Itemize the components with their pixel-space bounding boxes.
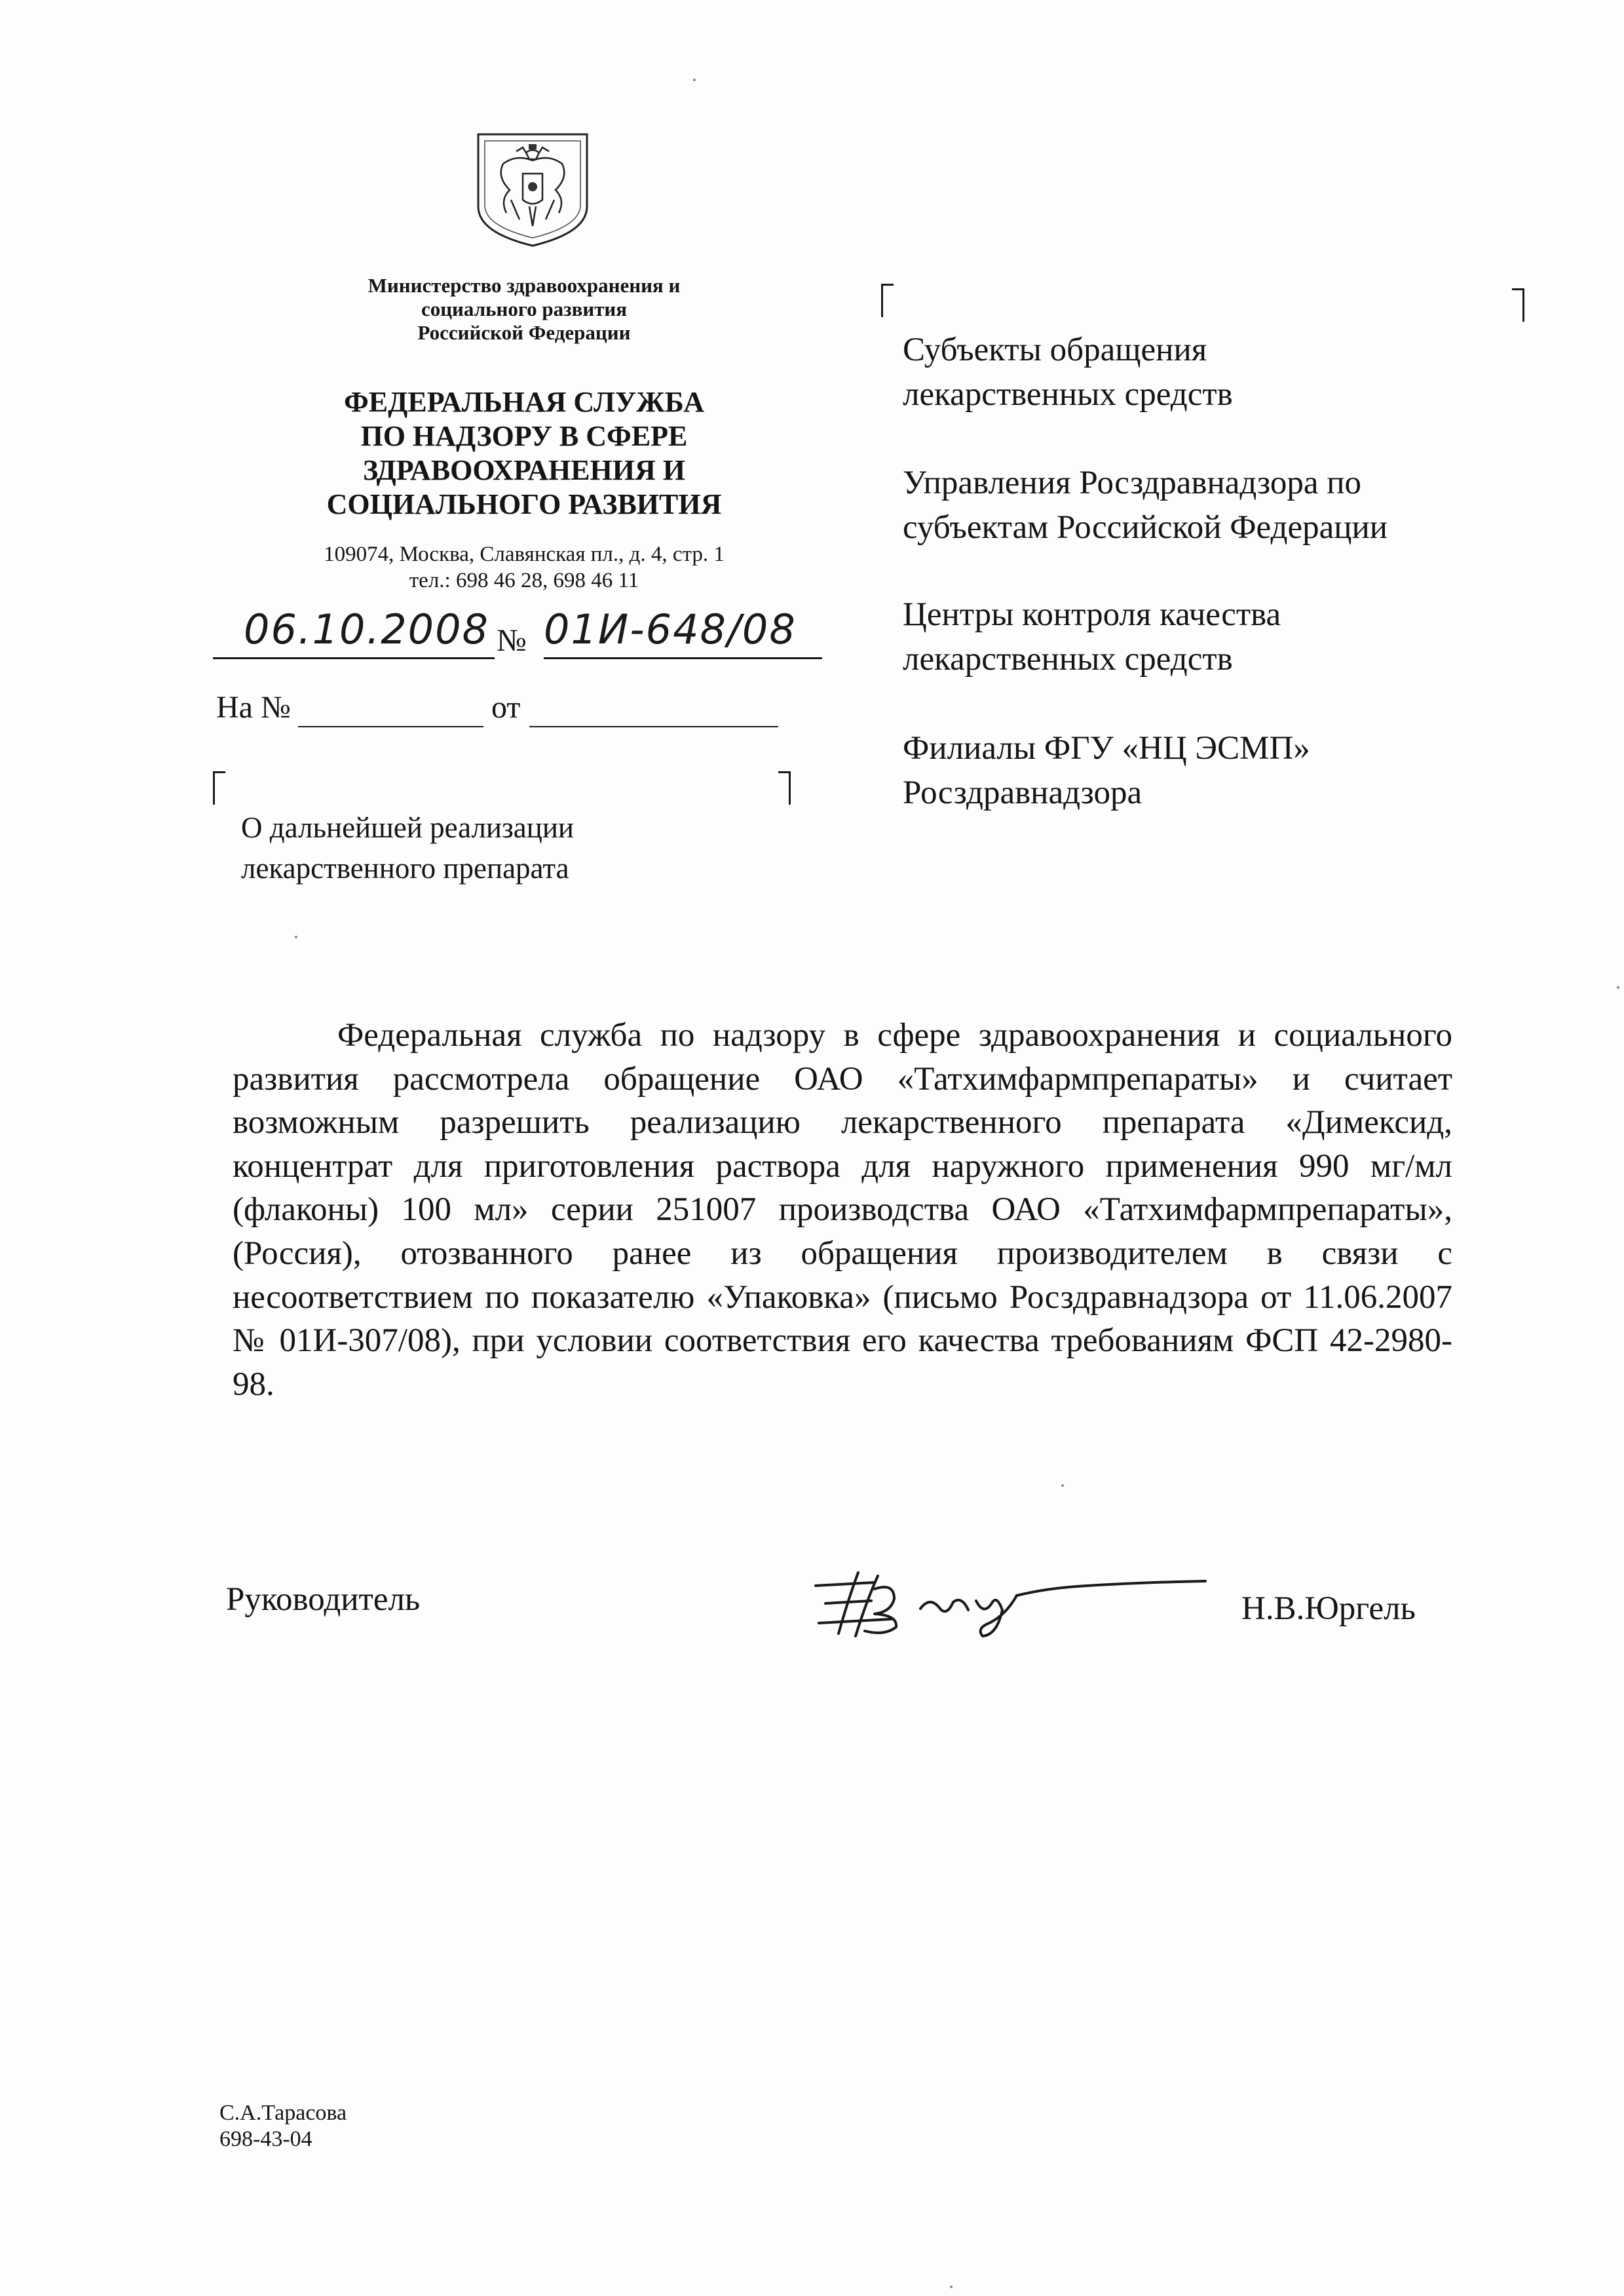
recipient-line: Субъекты обращения: [903, 332, 1207, 368]
handwritten-signature: [812, 1563, 1212, 1641]
scan-speck: [1617, 986, 1619, 989]
signatory-name: Н.В.Юргель: [1241, 1590, 1416, 1627]
subject: [241, 807, 700, 889]
recipients-bracket-left: [881, 284, 894, 317]
recipients-bracket-right: [1512, 288, 1524, 322]
scan-speck: [1061, 1484, 1064, 1487]
agency-line: ФЕДЕРАЛЬНАЯ СЛУЖБА: [344, 386, 704, 418]
recipient-line: Центры контроля качества: [903, 596, 1281, 633]
ref-label: На №: [216, 690, 291, 725]
coat-of-arms-icon: [470, 128, 595, 249]
executor: [219, 2100, 347, 2152]
executor-phone: 698-43-04: [219, 2127, 312, 2151]
recipient-block: [903, 726, 1532, 815]
number-symbol: №: [497, 623, 527, 658]
recipient-block: [903, 461, 1532, 550]
ministry-name: [314, 274, 734, 345]
recipient-block: [903, 328, 1532, 417]
ref-from-label: от: [491, 690, 521, 725]
ref-number-blank: [298, 726, 483, 727]
ref-date-blank: [529, 726, 778, 727]
recipient-line: Управления Росздравнадзора по: [903, 465, 1362, 501]
scan-speck: [295, 936, 297, 938]
recipient-line: Филиалы ФГУ «НЦ ЭСМП»: [903, 730, 1310, 767]
recipient-line: лекарственных средств: [903, 376, 1233, 413]
letter-body: [233, 1014, 1452, 1406]
agency-contacts: [262, 541, 786, 594]
signatory-title: Руководитель: [226, 1581, 421, 1618]
agency-address: 109074, Москва, Славянская пл., д. 4, стр. 1: [324, 543, 725, 566]
scan-speck: [693, 79, 696, 81]
number-underline: [544, 657, 822, 659]
ministry-line: Министерство здравоохранения и: [368, 274, 681, 297]
agency-phone: тел.: 698 46 28, 698 46 11: [409, 569, 639, 592]
subject-bracket-left: [213, 771, 225, 805]
executor-name: С.А.Тарасова: [219, 2101, 347, 2125]
date-underline: [213, 657, 495, 659]
ministry-line: социального развития: [421, 297, 628, 320]
registration-date: 06.10.2008: [244, 605, 489, 653]
subject-bracket-right: [778, 771, 791, 805]
agency-line: ЗДРАВООХРАНЕНИЯ И: [362, 454, 685, 486]
ministry-line: Российской Федерации: [417, 321, 631, 344]
scan-speck: [950, 2286, 953, 2288]
agency-line: ПО НАДЗОРУ В СФЕРЕ: [360, 420, 688, 452]
recipient-line: Росздравнадзора: [903, 775, 1142, 811]
recipient-line: субъектам Российской Федерации: [903, 509, 1388, 546]
agency-line: СОЦИАЛЬНОГО РАЗВИТИЯ: [326, 488, 722, 520]
recipient-block: [903, 592, 1532, 681]
registration-number: 01И-648/08: [544, 605, 797, 653]
agency-name: [275, 385, 773, 522]
subject-line: О дальнейшей реализации: [241, 811, 575, 844]
body-paragraph: Федеральная служба по надзору в сфере здравоохранения и социального развития рассмотрела обращение ОАО «Татхимфармпрепараты» и считает возможным разрешить реализацию лекарственного препарата «Димексид, концентрат для приготовления раствора для наружного применения 990 мг/мл (флаконы) 100 мл» серии 251007 производства ОАО «Татхимфармпрепараты», (Россия), отозванного ранее из обращения производителем в связи с несоответствием по показателю «Упаковка» (письмо Росздравнадзора от 11.06.2007 № 01И-307/08), при условии соответствия его качества требованиям ФСП 42-2980-98.: [233, 1017, 1452, 1403]
subject-line: лекарственного препарата: [241, 852, 569, 885]
recipient-line: лекарственных средств: [903, 641, 1233, 678]
